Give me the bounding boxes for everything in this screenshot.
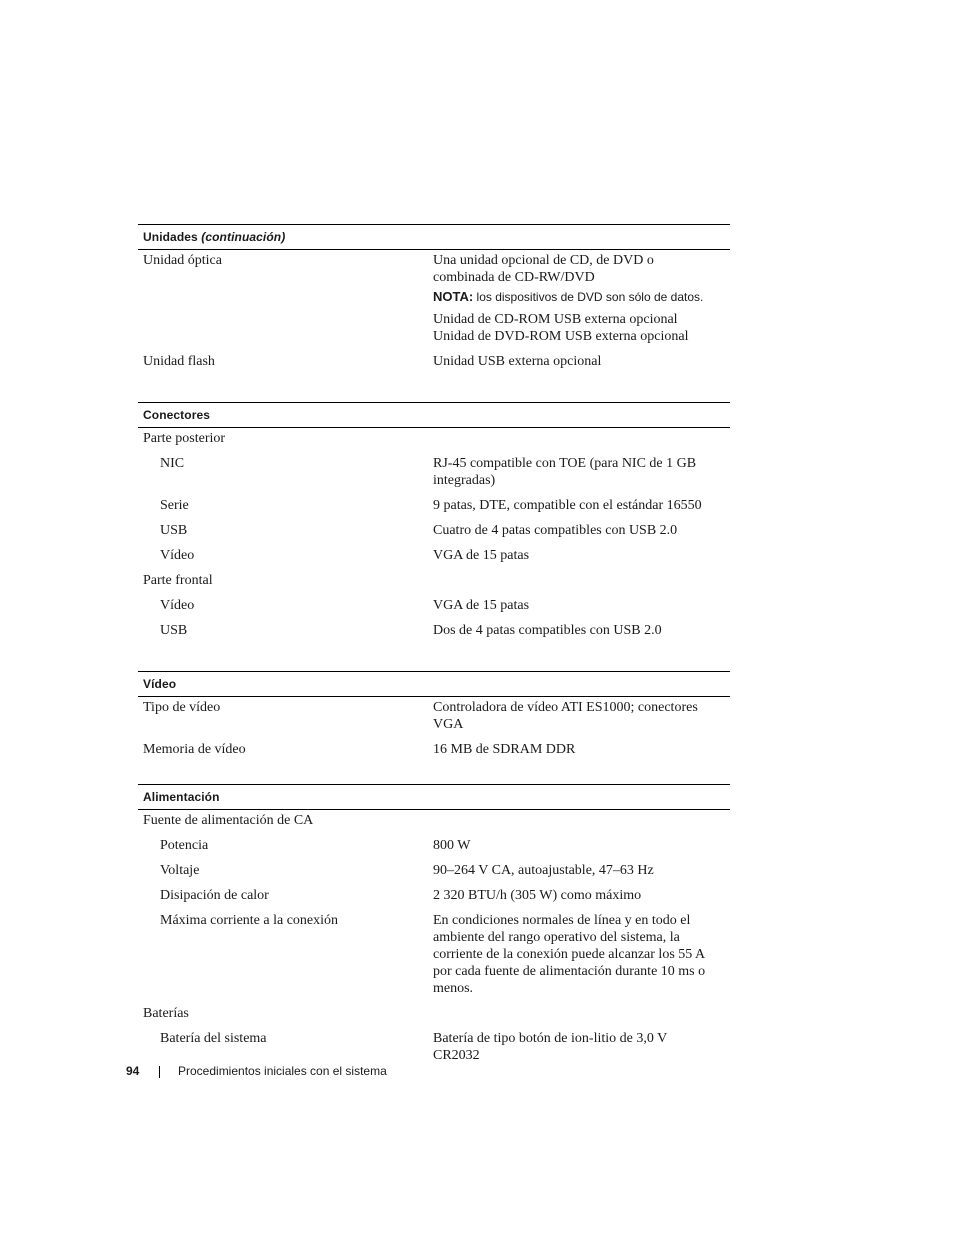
section-title: Unidades (143, 230, 198, 244)
spec-label: NIC (160, 456, 185, 471)
spec-value: Unidad USB externa opcional (433, 354, 602, 369)
spec-value: 2 320 BTU/h (305 W) como máximo (433, 888, 642, 903)
spec-label: Memoria de vídeo (143, 742, 246, 757)
spec-value: VGA de 15 patas (433, 548, 530, 563)
spec-label: Potencia (160, 838, 209, 853)
spec-row-serie (138, 497, 730, 514)
spec-value: En condiciones normales de línea y en todo el ambiente del rango operativo del sistema, la corriente de la conexión puede alcanzar los 55 A por cada fuente de alimentación durante 10 ms o menos. (433, 913, 706, 996)
spec-value: VGA de 15 patas (433, 598, 530, 613)
spec-row-unidad-optica (138, 252, 730, 345)
spec-label: Disipación de calor (160, 888, 269, 903)
spec-label: Tipo de vídeo (143, 700, 221, 715)
section-title: Conectores (143, 408, 211, 422)
section-title-continuation: (continuación) (201, 230, 286, 244)
subheading-fuente-ca: Fuente de alimentación de CA (143, 813, 314, 828)
spec-label: Unidad flash (143, 354, 215, 369)
spec-value (433, 252, 715, 345)
spec-label: Vídeo (160, 598, 195, 613)
section-header-conectores (138, 402, 730, 428)
section-title: Alimentación (143, 790, 220, 804)
spec-value-line: Una unidad opcional de CD, de DVD o combinada de CD-RW/DVD (433, 253, 654, 285)
spec-label: Máxima corriente a la conexión (160, 913, 339, 928)
chapter-title: Procedimientos iniciales con el sistema (178, 1064, 387, 1078)
spec-value: Batería de tipo botón de ion-litio de 3,0 V CR2032 (433, 1031, 667, 1063)
spec-row-voltaje (138, 862, 730, 879)
spec-row-corriente (138, 912, 730, 997)
spec-row-usb (138, 522, 730, 539)
spec-value: 9 patas, DTE, compatible con el estándar 16550 (433, 498, 702, 513)
spec-label: Voltaje (160, 863, 200, 878)
spec-value: Controladora de vídeo ATI ES1000; conectores VGA (433, 700, 698, 732)
page-number: 94 (126, 1064, 140, 1078)
spec-row-memoria-video (138, 741, 730, 758)
subheading-parte-frontal: Parte frontal (143, 573, 213, 588)
spec-table (138, 224, 730, 1072)
spec-label: USB (160, 623, 188, 638)
spec-value: 800 W (433, 838, 471, 853)
spec-row-disipacion (138, 887, 730, 904)
page-footer (126, 1062, 387, 1080)
section-title: Vídeo (143, 677, 177, 691)
spec-label: Unidad óptica (143, 253, 222, 268)
spec-value: 16 MB de SDRAM DDR (433, 742, 576, 757)
section-header-alimentacion (138, 784, 730, 810)
spec-row-unidad-flash (138, 353, 730, 370)
spec-row-front-video (138, 597, 730, 614)
note (433, 288, 715, 306)
spec-value: Dos de 4 patas compatibles con USB 2.0 (433, 623, 662, 638)
spec-row-video (138, 547, 730, 564)
spec-row-bateria (138, 1030, 730, 1064)
spec-row-potencia (138, 837, 730, 854)
spec-label: USB (160, 523, 188, 538)
spec-row-front-usb (138, 622, 730, 639)
spec-row-tipo-video (138, 699, 730, 733)
spec-label: Batería del sistema (160, 1031, 267, 1046)
section-header-unidades (138, 224, 730, 250)
spec-value: Cuatro de 4 patas compatibles con USB 2.0 (433, 523, 678, 538)
spec-value: RJ-45 compatible con TOE (para NIC de 1 GB integradas) (433, 456, 697, 488)
spec-row-nic (138, 455, 730, 489)
spec-value-line: Unidad de DVD-ROM USB externa opcional (433, 329, 689, 344)
subheading-baterias: Baterías (143, 1006, 189, 1021)
note-label: NOTA: (433, 289, 474, 304)
spec-value-line: Unidad de CD-ROM USB externa opcional (433, 312, 678, 327)
footer-separator (159, 1066, 160, 1078)
section-header-video (138, 671, 730, 697)
subheading-parte-posterior: Parte posterior (143, 431, 226, 446)
spec-value: 90–264 V CA, autoajustable, 47–63 Hz (433, 863, 654, 878)
note-text: los dispositivos de DVD son sólo de datos. (476, 290, 704, 304)
spec-label: Vídeo (160, 548, 195, 563)
spec-label: Serie (160, 498, 189, 513)
